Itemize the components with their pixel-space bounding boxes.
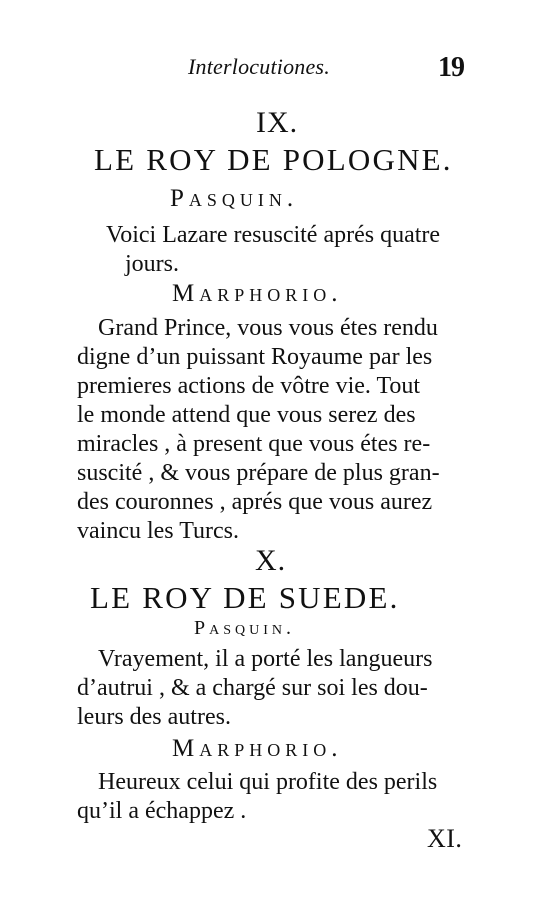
speech-line: digne d’un puissant Royaume par les (77, 344, 433, 370)
speech-line: le monde attend que vous serez des (77, 402, 416, 428)
section-number-x: X. (255, 544, 287, 577)
speech-line: miracles , à present que vous étes re- (77, 431, 431, 457)
speech-line: Voici Lazare resuscité aprés quatre (106, 222, 441, 248)
speech-line: vaincu les Turcs. (77, 518, 239, 544)
catchword: XI. (427, 824, 463, 853)
speech-line: suscité , & vous prépare de plus gran- (77, 460, 440, 486)
section-title-roy-de-suede: LE ROY DE SUEDE. (90, 580, 400, 615)
speech-line: Heureux celui qui profite des perils (98, 769, 438, 795)
page-number: 19 (438, 52, 464, 83)
speech-line: leurs des autres. (77, 704, 231, 730)
section-number-ix: IX. (256, 106, 299, 139)
speaker-marphorio: Marphorio. (172, 280, 343, 307)
speech-line: d’autrui , & a chargé sur soi les dou- (77, 675, 428, 701)
running-title: Interlocutiones. (188, 54, 330, 79)
speech-line: Vrayement, il a porté les langueurs (98, 646, 433, 672)
speaker-pasquin: Pasquin. (194, 617, 296, 639)
speech-line: jours. (125, 251, 179, 277)
speaker-pasquin: Pasquin. (170, 185, 299, 212)
section-title-roy-de-pologne: LE ROY DE POLOGNE. (94, 142, 453, 177)
speech-line: qu’il a échappez . (77, 798, 247, 824)
speech-line: Grand Prince, vous vous étes rendu (98, 315, 438, 341)
speech-line: des couronnes , aprés que vous aurez (77, 489, 433, 515)
speaker-marphorio: Marphorio. (172, 735, 343, 762)
speech-line: premieres actions de vôtre vie. Tout (77, 373, 421, 399)
